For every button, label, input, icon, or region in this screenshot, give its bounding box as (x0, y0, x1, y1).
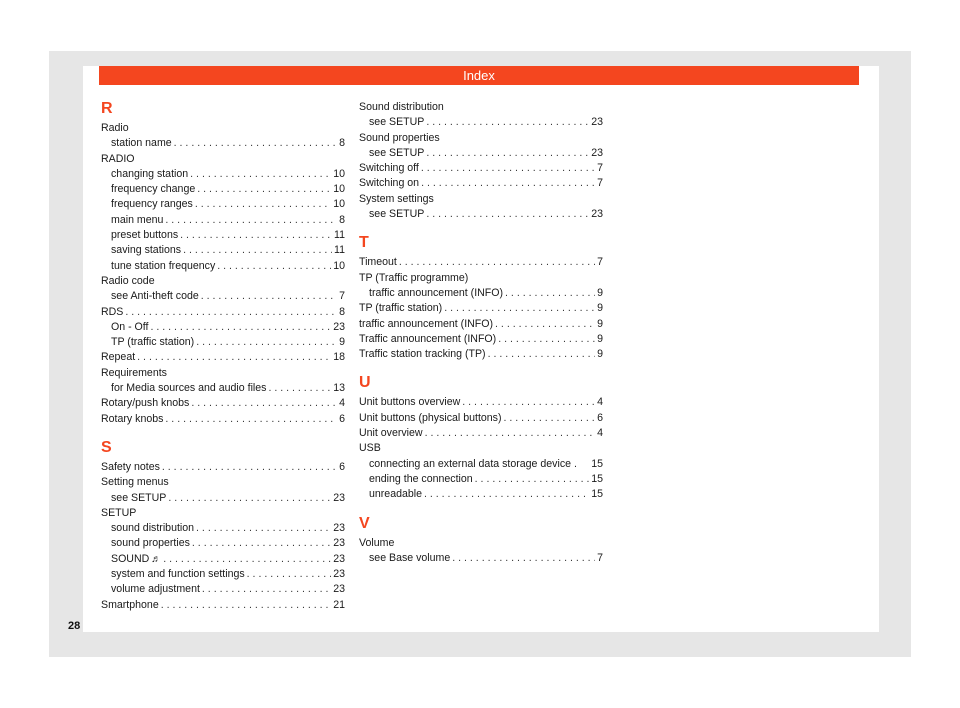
index-entry (359, 395, 603, 410)
entry-page-number: 23 (333, 583, 345, 596)
index-subentry (101, 182, 345, 197)
dot-leader (426, 207, 589, 222)
entry-label: USB (359, 442, 381, 455)
index-entry (359, 347, 603, 362)
dot-leader (161, 598, 331, 613)
entry-label: Safety notes (101, 460, 160, 473)
entry-label: Switching off (359, 162, 419, 175)
entry-page-number: 10 (333, 259, 345, 272)
entry-label: Rotary/push knobs (101, 397, 190, 410)
index-entry (359, 411, 603, 426)
index-entry (101, 350, 345, 365)
index-subentry (101, 567, 345, 582)
entry-label: Radio code (101, 274, 155, 287)
index-entry (359, 441, 603, 456)
dot-leader (504, 411, 596, 426)
entry-label: Unit overview (359, 427, 423, 440)
dot-leader (183, 243, 332, 258)
index-entry (101, 598, 345, 613)
entry-label: Sound distribution (359, 101, 444, 113)
entry-label: Radio (101, 122, 129, 134)
dot-leader (452, 551, 595, 566)
entry-label: sound distribution (111, 522, 195, 535)
entry-page-number: 23 (591, 146, 603, 159)
index-entry (359, 317, 603, 332)
entry-label: traffic announcement (INFO) (359, 317, 494, 330)
dot-leader (196, 335, 337, 350)
index-entry (359, 271, 603, 286)
entry-label: Requirements (101, 366, 167, 379)
index-entry (359, 426, 603, 441)
dot-leader (488, 347, 596, 362)
index-subentry (101, 289, 345, 304)
entry-page-number: 9 (597, 302, 603, 315)
entry-page-number: 23 (333, 320, 345, 333)
music-note-icon: ♬ (151, 553, 162, 565)
entry-page-number: 7 (597, 551, 603, 564)
entry-label: Repeat (101, 351, 136, 364)
entry-page-number: 23 (333, 552, 345, 565)
entry-page-number: 4 (597, 396, 603, 409)
entry-page-number: 13 (333, 382, 345, 395)
index-entry (101, 121, 345, 136)
entry-page-number: 6 (597, 411, 603, 424)
entry-label: see Anti-theft code (111, 290, 199, 303)
index-entry (359, 536, 603, 551)
entry-label: unreadable (369, 488, 423, 501)
entry-page-number: 11 (334, 244, 345, 257)
dot-leader (399, 255, 595, 270)
entry-label: Timeout (359, 256, 397, 269)
index-subentry (101, 335, 345, 350)
entry-label: Smartphone (101, 598, 159, 611)
index-column-right (359, 100, 603, 566)
dot-leader (162, 460, 337, 475)
entry-label: changing station (111, 167, 189, 180)
dot-leader (505, 286, 595, 301)
entry-label: TP (traffic station) (111, 336, 195, 349)
entry-page-number: 6 (339, 412, 345, 425)
entry-label: main menu (111, 213, 164, 226)
entry-label: Switching on (359, 177, 420, 190)
index-entry (101, 460, 345, 475)
entry-label: system and function settings (111, 568, 245, 581)
index-subentry (101, 536, 345, 551)
entry-label: SETUP (101, 506, 137, 519)
entry-page-number: 23 (333, 522, 345, 535)
dot-leader (190, 167, 331, 182)
index-entry (101, 475, 345, 490)
dot-leader (150, 320, 331, 335)
entry-page-number: 7 (597, 162, 603, 175)
index-subentry (101, 259, 345, 274)
dot-leader (165, 213, 337, 228)
index-subentry (101, 243, 345, 258)
index-entry (101, 305, 345, 320)
dot-leader (201, 289, 337, 304)
entry-label: Sound properties (359, 131, 440, 144)
entry-page-number: 23 (333, 537, 345, 550)
entry-page-number: 9 (597, 348, 603, 361)
index-subentry (101, 552, 345, 567)
entry-label: RDS (101, 305, 124, 318)
index-entry (359, 255, 603, 270)
entry-label: SOUND (111, 552, 150, 565)
dot-leader (196, 521, 331, 536)
dot-leader (475, 472, 590, 487)
entry-page-number: 9 (597, 317, 603, 330)
entry-label: sound properties (111, 537, 190, 550)
entry-page-number: 23 (333, 491, 345, 504)
index-subentry (101, 197, 345, 212)
index-entry (101, 412, 345, 427)
entry-page-number: 21 (333, 598, 345, 611)
entry-page-number: 10 (333, 183, 345, 196)
index-subentry (359, 146, 603, 161)
dot-leader (180, 228, 332, 243)
index-subentry (101, 167, 345, 182)
index-letter-heading: T (359, 234, 369, 252)
index-subentry (359, 472, 603, 487)
index-entry (359, 332, 603, 347)
entry-label: RADIO (101, 152, 135, 165)
entry-page-number: 6 (339, 460, 345, 473)
entry-page-number: 15 (591, 457, 603, 470)
index-entry (359, 301, 603, 316)
index-subentry (101, 582, 345, 597)
entry-page-number: 4 (597, 427, 603, 440)
index-letter-heading: R (101, 100, 113, 117)
entry-page-number: 4 (339, 397, 345, 410)
index-subentry (101, 491, 345, 506)
entry-label: preset buttons (111, 229, 179, 242)
entry-page-number: 8 (339, 213, 345, 226)
entry-page-number: 7 (339, 290, 345, 303)
index-entry (359, 100, 603, 115)
entry-label: System settings (359, 192, 434, 205)
index-subentry (101, 136, 345, 151)
entry-page-number: 18 (333, 351, 345, 364)
entry-page-number: 15 (591, 488, 603, 501)
entry-label: Unit buttons overview (359, 396, 461, 409)
entry-label: Unit buttons (physical buttons) (359, 411, 502, 424)
index-subentry (359, 286, 603, 301)
entry-page-number: 9 (597, 286, 603, 299)
entry-label: Volume (359, 536, 395, 549)
entry-page-number: 10 (333, 167, 345, 180)
index-header: Index (99, 66, 859, 85)
entry-page-number: 23 (333, 568, 345, 581)
entry-page-number: 9 (597, 332, 603, 345)
index-entry (359, 176, 603, 191)
index-letter-heading: U (359, 374, 371, 392)
dot-leader (191, 396, 337, 411)
dot-leader (202, 582, 331, 597)
entry-label: traffic announcement (INFO) (369, 286, 504, 299)
dot-leader (268, 381, 331, 396)
dot-leader (168, 491, 331, 506)
entry-label: station name (111, 137, 172, 150)
index-column-left (101, 100, 345, 613)
index-entry (359, 192, 603, 207)
dot-leader (137, 350, 331, 365)
index-subentry (101, 213, 345, 228)
entry-page-number: 23 (591, 116, 603, 129)
entry-label: Setting menus (101, 476, 169, 489)
dot-leader (247, 567, 332, 582)
dot-leader (195, 197, 331, 212)
index-entry (101, 274, 345, 289)
entry-label: Rotary knobs (101, 412, 164, 425)
entry-label: volume adjustment (111, 583, 200, 596)
entry-label: see SETUP (369, 146, 425, 159)
entry-page-number: 10 (333, 198, 345, 211)
index-letter-heading: S (101, 438, 112, 456)
dot-leader (498, 332, 595, 347)
entry-page-number: 7 (597, 256, 603, 269)
entry-page-number: 8 (339, 305, 345, 318)
entry-label: Traffic announcement (INFO) (359, 332, 497, 345)
entry-label: see SETUP (369, 208, 425, 221)
entry-page-number: 8 (339, 137, 345, 150)
entry-label: Traffic station tracking (TP) (359, 348, 486, 361)
entry-label: saving stations (111, 244, 182, 257)
dot-leader (424, 487, 589, 502)
entry-page-number: 15 (591, 472, 603, 485)
dot-leader (426, 146, 589, 161)
index-letter-heading: V (359, 514, 370, 532)
entry-label: see SETUP (369, 116, 425, 129)
page-number: 28 (68, 620, 81, 632)
index-subentry (359, 457, 603, 472)
entry-label: On - Off (111, 320, 149, 333)
entry-label: tune station frequency (111, 259, 216, 272)
dot-leader (444, 301, 595, 316)
dot-leader (426, 115, 589, 130)
index-entry (101, 366, 345, 381)
dot-leader (421, 161, 595, 176)
index-subentry (101, 320, 345, 335)
dot-leader (165, 412, 337, 427)
index-entry (359, 161, 603, 176)
entry-page-number: 7 (597, 177, 603, 190)
entry-label: see SETUP (111, 491, 167, 504)
entry-label: ending the connection (369, 472, 473, 485)
dot-leader (192, 536, 331, 551)
index-subentry (359, 551, 603, 566)
index-entry (359, 131, 603, 146)
dot-leader (421, 176, 595, 191)
entry-page-number: 11 (334, 229, 345, 242)
index-subentry (101, 228, 345, 243)
index-entry (101, 506, 345, 521)
entry-label: TP (Traffic programme) (359, 271, 469, 284)
dot-leader (217, 259, 331, 274)
entry-label: see Base volume (369, 551, 451, 564)
index-subentry (101, 521, 345, 536)
index-subentry (359, 487, 603, 502)
entry-label: TP (traffic station) (359, 302, 443, 315)
dot-leader (174, 136, 337, 151)
entry-page-number: 23 (591, 208, 603, 221)
entry-label: for Media sources and audio files (111, 382, 267, 395)
index-subentry (359, 207, 603, 222)
entry-label: frequency ranges (111, 198, 193, 211)
index-entry (101, 152, 345, 167)
index-entry (101, 396, 345, 411)
dot-leader (163, 552, 331, 567)
index-subentry (359, 115, 603, 130)
entry-label: connecting an external data storage device . (369, 457, 577, 470)
index-subentry (101, 381, 345, 396)
entry-label: frequency change (111, 183, 196, 196)
dot-leader (495, 317, 595, 332)
dot-leader (425, 426, 596, 441)
dot-leader (125, 305, 337, 320)
dot-leader (462, 395, 595, 410)
entry-page-number: 9 (339, 336, 345, 349)
dot-leader (197, 182, 331, 197)
